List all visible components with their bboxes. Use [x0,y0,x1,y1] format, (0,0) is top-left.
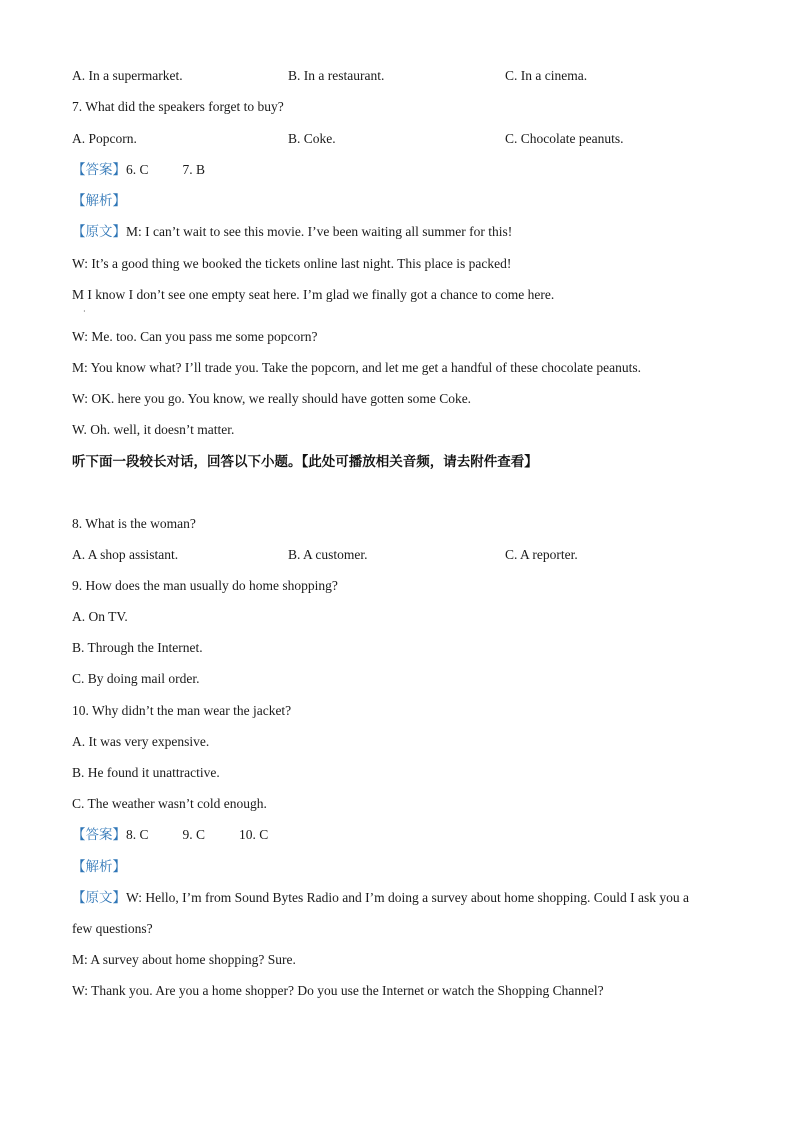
answer-tag: 【答案】 [72,827,126,843]
q6-option-b: B. In a restaurant. [288,68,385,83]
answer-9: 9. C [182,827,206,842]
q8-option-a: A. A shop assistant. [72,547,179,562]
answer-10: 10. C [239,827,269,842]
q6-option-a: A. In a supermarket. [72,68,183,83]
q10-option-a: A. It was very expensive. [72,734,210,749]
dialogue2-line-1 [72,889,689,907]
dialogue1-line-7: W. Oh. well, it doesn’t matter. [72,422,235,437]
dialogue-text: M: I can’t wait to see this movie. I’ve been waiting all summer for this! [126,224,513,239]
dialogue1-line-6: W: OK. here you go. You know, we really should have gotten some Coke. [72,391,472,406]
q9-question: 9. How does the man usually do home shopping? [72,578,338,593]
dialogue1-line-1 [72,223,512,241]
answer-8: 8. C [126,827,149,842]
q7-option-a: A. Popcorn. [72,131,137,146]
original-tag: 【原文】 [72,224,126,240]
q8-option-b: B. A customer. [288,547,368,562]
dialogue-text: W: Hello, I’m from Sound Bytes Radio and I’m doing a survey about home shopping. Could I ask you a [126,890,690,905]
dialogue1-line-2: W: It’s a good thing we booked the tickets online last night. This place is packed! [72,256,512,271]
q10-question: 10. Why didn’t the man wear the jacket? [72,703,292,718]
q9-option-a: A. On TV. [72,609,128,624]
analysis-tag: 【解析】 [72,193,126,209]
dialogue1-line-3: M I know I don’t see one empty seat here. I’m glad we finally got a chance to come here. [72,287,555,302]
dialogue2-line-4: W: Thank you. Are you a home shopper? Do you use the Internet or watch the Shopping Channel? [72,983,604,998]
answer-6: 6. C [126,162,149,177]
q10-option-b: B. He found it unattractive. [72,765,220,780]
q7-option-b: B. Coke. [288,131,336,146]
q7-option-c: C. Chocolate peanuts. [505,131,624,146]
dialogue1-line-5: M: You know what? I’ll trade you. Take the popcorn, and let me get a handful of these chocolate peanuts. [72,360,642,375]
q9-option-c: C. By doing mail order. [72,671,200,686]
dialogue1-line-4: W: Me. too. Can you pass me some popcorn? [72,329,318,344]
q8-question: 8. What is the woman? [72,516,196,531]
analysis-heading-1 [72,192,126,210]
dialogue2-line-2: few questions? [72,921,153,936]
answer-line-1 [72,161,205,179]
q10-option-c: C. The weather wasn’t cold enough. [72,796,267,811]
dialogue2-line-3: M: A survey about home shopping? Sure. [72,952,296,967]
q7-question: 7. What did the speakers forget to buy? [72,99,284,114]
analysis-tag: 【解析】 [72,859,126,875]
listening-instruction: 听下面一段较长对话，回答以下小题。【此处可播放相关音频，请去附件查看】 [72,454,538,470]
q8-option-c: C. A reporter. [505,547,578,562]
original-tag: 【原文】 [72,890,126,906]
q9-option-b: B. Through the Internet. [72,640,203,655]
answer-line-2 [72,826,268,844]
stray-mark: · [83,307,86,316]
analysis-heading-2 [72,858,126,876]
q6-option-c: C. In a cinema. [505,68,588,83]
answer-tag: 【答案】 [72,162,126,178]
answer-7: 7. B [182,162,206,177]
